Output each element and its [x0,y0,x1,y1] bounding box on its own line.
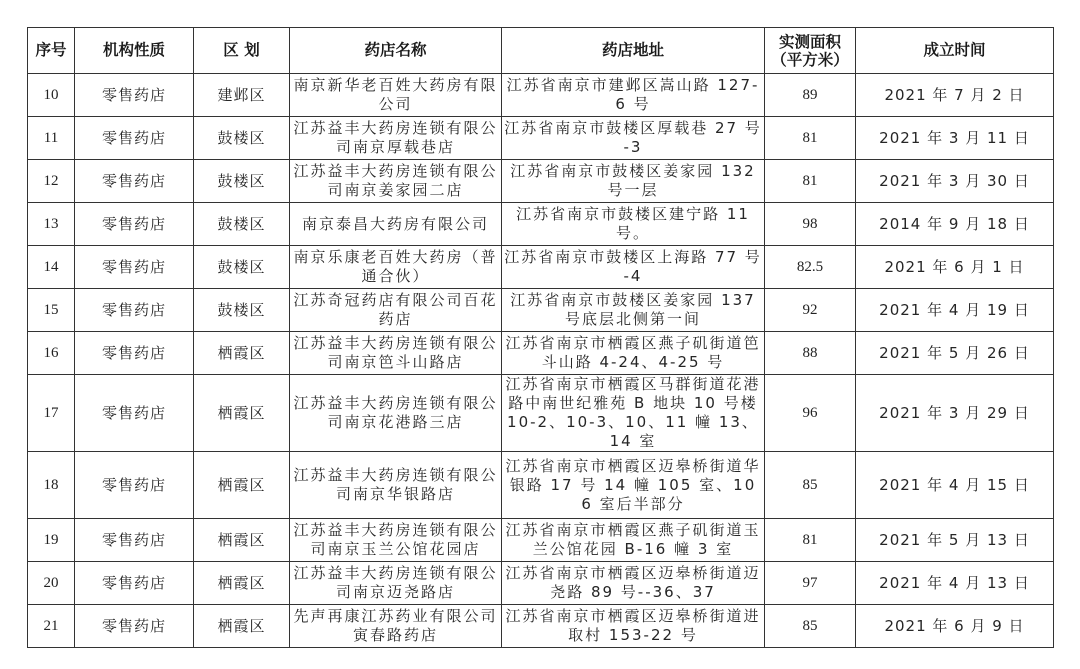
cell-date: 2021 年 4 月 15 日 [856,452,1054,519]
cell-no: 17 [28,375,75,452]
table-row [28,519,1054,562]
cell-date: 2021 年 6 月 1 日 [856,246,1054,289]
cell-address: 江苏省南京市鼓楼区姜家园 137 号底层北侧第一间 [502,289,765,332]
header-date: 成立时间 [856,28,1054,74]
table-header [28,28,1054,74]
cell-area: 81 [765,160,856,203]
cell-district: 栖霞区 [194,332,290,375]
cell-date: 2021 年 7 月 2 日 [856,74,1054,117]
cell-name: 江苏益丰大药房连锁有限公司南京迈尧路店 [290,562,502,605]
cell-district: 鼓楼区 [194,117,290,160]
cell-address: 江苏省南京市鼓楼区上海路 77 号 -4 [502,246,765,289]
header-no: 序号 [28,28,75,74]
cell-no: 16 [28,332,75,375]
cell-type: 零售药店 [75,117,194,160]
cell-address: 江苏省南京市栖霞区迈皋桥街道迈尧路 89 号--36、37 [502,562,765,605]
cell-area: 85 [765,605,856,648]
cell-area: 88 [765,332,856,375]
cell-name: 江苏益丰大药房连锁有限公司南京姜家园二店 [290,160,502,203]
table-row [28,246,1054,289]
cell-date: 2021 年 3 月 11 日 [856,117,1054,160]
cell-area: 81 [765,117,856,160]
cell-no: 10 [28,74,75,117]
cell-district: 建邺区 [194,74,290,117]
cell-area: 92 [765,289,856,332]
header-row [28,28,1054,74]
table-row [28,605,1054,648]
header-district: 区 划 [194,28,290,74]
cell-date: 2021 年 4 月 13 日 [856,562,1054,605]
cell-address: 江苏省南京市栖霞区燕子矶街道笆斗山路 4-24、4-25 号 [502,332,765,375]
cell-name: 江苏奇冠药店有限公司百花药店 [290,289,502,332]
cell-no: 13 [28,203,75,246]
cell-address: 江苏省南京市鼓楼区姜家园 132 号一层 [502,160,765,203]
cell-area: 81 [765,519,856,562]
cell-address: 江苏省南京市栖霞区燕子矶街道玉兰公馆花园 B-16 幢 3 室 [502,519,765,562]
table-row [28,203,1054,246]
cell-district: 栖霞区 [194,452,290,519]
cell-area: 96 [765,375,856,452]
cell-area: 82.5 [765,246,856,289]
header-type: 机构性质 [75,28,194,74]
cell-name: 南京乐康老百姓大药房（普通合伙） [290,246,502,289]
cell-no: 18 [28,452,75,519]
cell-no: 12 [28,160,75,203]
cell-district: 鼓楼区 [194,246,290,289]
cell-name: 先声再康江苏药业有限公司寅春路药店 [290,605,502,648]
cell-no: 11 [28,117,75,160]
cell-district: 鼓楼区 [194,160,290,203]
table-row [28,160,1054,203]
header-name: 药店名称 [290,28,502,74]
cell-address: 江苏省南京市建邺区嵩山路 127-6 号 [502,74,765,117]
cell-district: 鼓楼区 [194,289,290,332]
cell-type: 零售药店 [75,375,194,452]
cell-type: 零售药店 [75,562,194,605]
header-address: 药店地址 [502,28,765,74]
cell-date: 2021 年 3 月 29 日 [856,375,1054,452]
cell-no: 14 [28,246,75,289]
cell-address: 江苏省南京市栖霞区马群街道花港路中南世纪雅苑 B 地块 10 号楼 10-2、10-3、10、11 幢 13、14 室 [502,375,765,452]
table-row [28,289,1054,332]
cell-date: 2021 年 3 月 30 日 [856,160,1054,203]
table-row [28,375,1054,452]
cell-no: 19 [28,519,75,562]
cell-date: 2021 年 4 月 19 日 [856,289,1054,332]
cell-district: 栖霞区 [194,375,290,452]
table-row [28,562,1054,605]
cell-type: 零售药店 [75,452,194,519]
cell-no: 15 [28,289,75,332]
cell-name: 江苏益丰大药房连锁有限公司南京厚载巷店 [290,117,502,160]
cell-address: 江苏省南京市栖霞区迈皋桥街道进取村 153-22 号 [502,605,765,648]
cell-date: 2021 年 6 月 9 日 [856,605,1054,648]
table-row [28,74,1054,117]
cell-area: 85 [765,452,856,519]
cell-type: 零售药店 [75,160,194,203]
cell-type: 零售药店 [75,203,194,246]
header-area: 实测面积 （平方米） [765,28,856,74]
cell-name: 南京新华老百姓大药房有限公司 [290,74,502,117]
cell-district: 栖霞区 [194,562,290,605]
cell-area: 98 [765,203,856,246]
cell-date: 2014 年 9 月 18 日 [856,203,1054,246]
cell-name: 江苏益丰大药房连锁有限公司南京花港路三店 [290,375,502,452]
cell-district: 栖霞区 [194,605,290,648]
cell-address: 江苏省南京市鼓楼区建宁路 11 号。 [502,203,765,246]
cell-district: 鼓楼区 [194,203,290,246]
cell-name: 江苏益丰大药房连锁有限公司南京玉兰公馆花园店 [290,519,502,562]
cell-no: 21 [28,605,75,648]
cell-no: 20 [28,562,75,605]
cell-address: 江苏省南京市鼓楼区厚载巷 27 号 -3 [502,117,765,160]
cell-area: 89 [765,74,856,117]
cell-name: 江苏益丰大药房连锁有限公司南京笆斗山路店 [290,332,502,375]
cell-name: 江苏益丰大药房连锁有限公司南京华银路店 [290,452,502,519]
cell-type: 零售药店 [75,332,194,375]
table-body [28,74,1054,648]
cell-type: 零售药店 [75,605,194,648]
cell-address: 江苏省南京市栖霞区迈皋桥街道华银路 17 号 14 幢 105 室、106 室后半部分 [502,452,765,519]
table-row [28,117,1054,160]
cell-type: 零售药店 [75,289,194,332]
cell-district: 栖霞区 [194,519,290,562]
cell-date: 2021 年 5 月 13 日 [856,519,1054,562]
cell-date: 2021 年 5 月 26 日 [856,332,1054,375]
cell-name: 南京泰昌大药房有限公司 [290,203,502,246]
cell-area: 97 [765,562,856,605]
cell-type: 零售药店 [75,246,194,289]
cell-type: 零售药店 [75,74,194,117]
cell-type: 零售药店 [75,519,194,562]
table-row [28,332,1054,375]
pharmacy-table [27,27,1054,648]
table-row [28,452,1054,519]
